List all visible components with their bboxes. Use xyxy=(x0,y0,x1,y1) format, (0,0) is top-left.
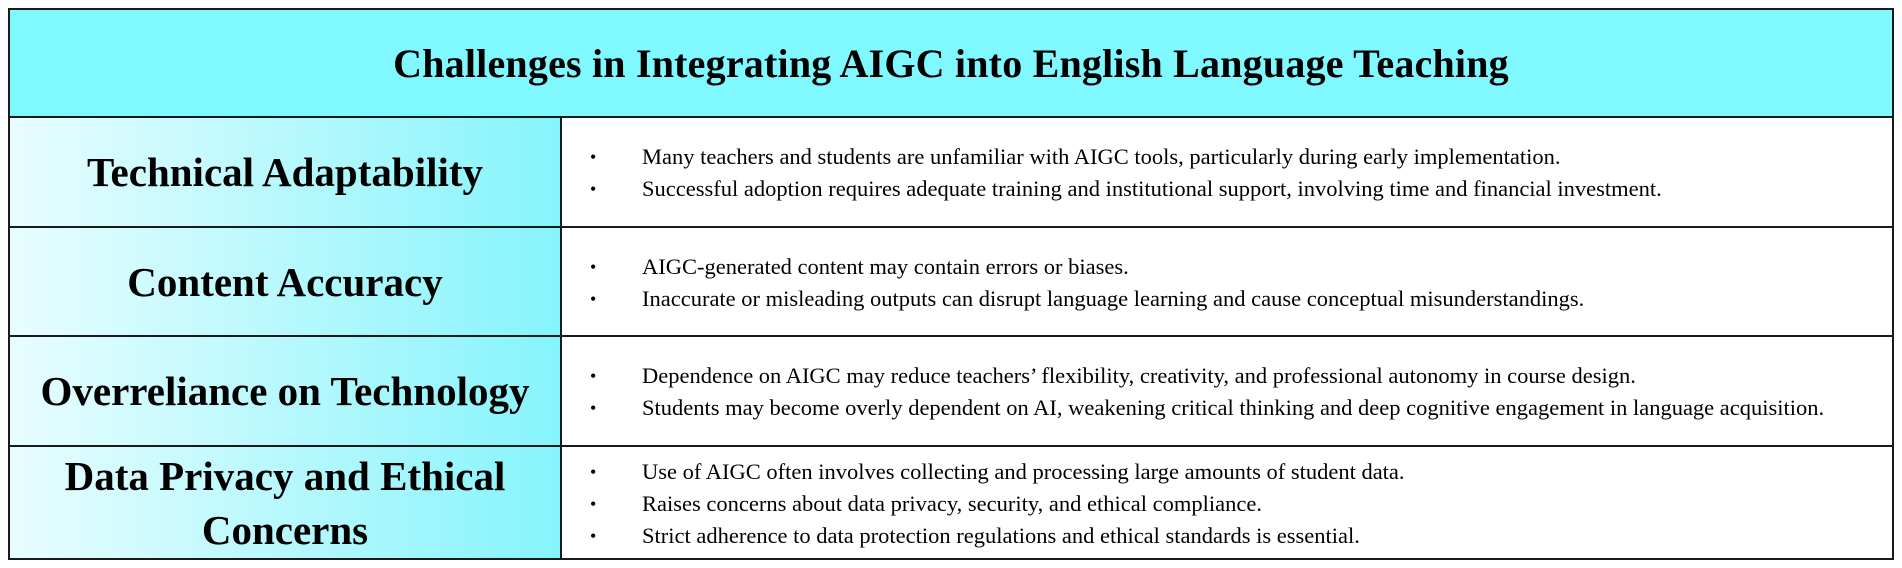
bullet-dot-icon: • xyxy=(590,288,597,309)
table-row xyxy=(10,447,1892,558)
challenges-table xyxy=(8,8,1894,560)
row-detail-cell xyxy=(562,228,1892,335)
bullet-list xyxy=(582,251,1874,315)
bullet-text: AIGC-generated content may contain errors or biases. xyxy=(642,253,1129,279)
row-detail-cell xyxy=(562,447,1892,558)
bullet-item xyxy=(582,251,1874,283)
bullet-item xyxy=(582,173,1874,205)
bullet-text: Students may become overly dependent on AI, weakening critical thinking and deep cognitive engagement in language acquisition. xyxy=(642,395,1825,420)
row-detail-cell xyxy=(562,118,1892,226)
bullet-dot-icon: • xyxy=(590,256,597,277)
bullet-item xyxy=(582,392,1874,424)
bullet-list xyxy=(582,141,1874,205)
bullet-text: Raises concerns about data privacy, security, and ethical compliance. xyxy=(642,490,1262,516)
bullet-text: Use of AIGC often involves collecting and processing large amounts of student data. xyxy=(642,458,1405,484)
row-label-line: Concerns xyxy=(201,506,369,553)
table-row xyxy=(10,118,1892,228)
table-row xyxy=(10,337,1892,447)
bullet-list xyxy=(582,360,1874,424)
bullet-item xyxy=(582,520,1874,552)
row-label-cell xyxy=(10,118,562,226)
bullet-list xyxy=(582,456,1874,552)
bullet-item xyxy=(582,488,1874,520)
table-title-row xyxy=(10,10,1892,118)
bullet-text: Successful adoption requires adequate training and institutional support, involving time and financial investment. xyxy=(642,176,1662,201)
bullet-dot-icon: • xyxy=(590,366,597,386)
row-label: Content Accuracy xyxy=(127,258,443,305)
row-label-cell xyxy=(10,447,562,558)
bullet-text: Dependence on AIGC may reduce teachers’ flexibility, creativity, and professional autonomy in course design. xyxy=(642,363,1636,388)
bullet-item xyxy=(582,283,1874,315)
table-row xyxy=(10,228,1892,337)
row-label-line: Data Privacy and Ethical xyxy=(64,452,506,499)
bullet-dot-icon: • xyxy=(590,461,597,482)
bullet-text: Inaccurate or misleading outputs can disrupt language learning and cause conceptual misunderstandings. xyxy=(642,285,1585,311)
bullet-dot-icon: • xyxy=(590,147,597,167)
bullet-dot-icon: • xyxy=(590,398,597,418)
row-label: Overreliance on Technology xyxy=(40,368,530,414)
table-title: Challenges in Integrating AIGC into English Language Teaching xyxy=(393,40,1509,86)
bullet-dot-icon: • xyxy=(590,493,597,514)
bullet-item xyxy=(582,456,1874,488)
row-detail-cell xyxy=(562,337,1892,445)
row-label: Technical Adaptability xyxy=(86,149,484,195)
row-label xyxy=(65,449,506,557)
bullet-text: Strict adherence to data protection regulations and ethical standards is essential. xyxy=(642,522,1360,548)
row-label-cell xyxy=(10,337,562,445)
bullet-dot-icon: • xyxy=(590,179,597,199)
bullet-dot-icon: • xyxy=(590,525,597,546)
row-label-cell xyxy=(10,228,562,335)
bullet-item xyxy=(582,141,1874,173)
bullet-item xyxy=(582,360,1874,392)
bullet-text: Many teachers and students are unfamiliar with AIGC tools, particularly during early implementation. xyxy=(642,144,1561,169)
